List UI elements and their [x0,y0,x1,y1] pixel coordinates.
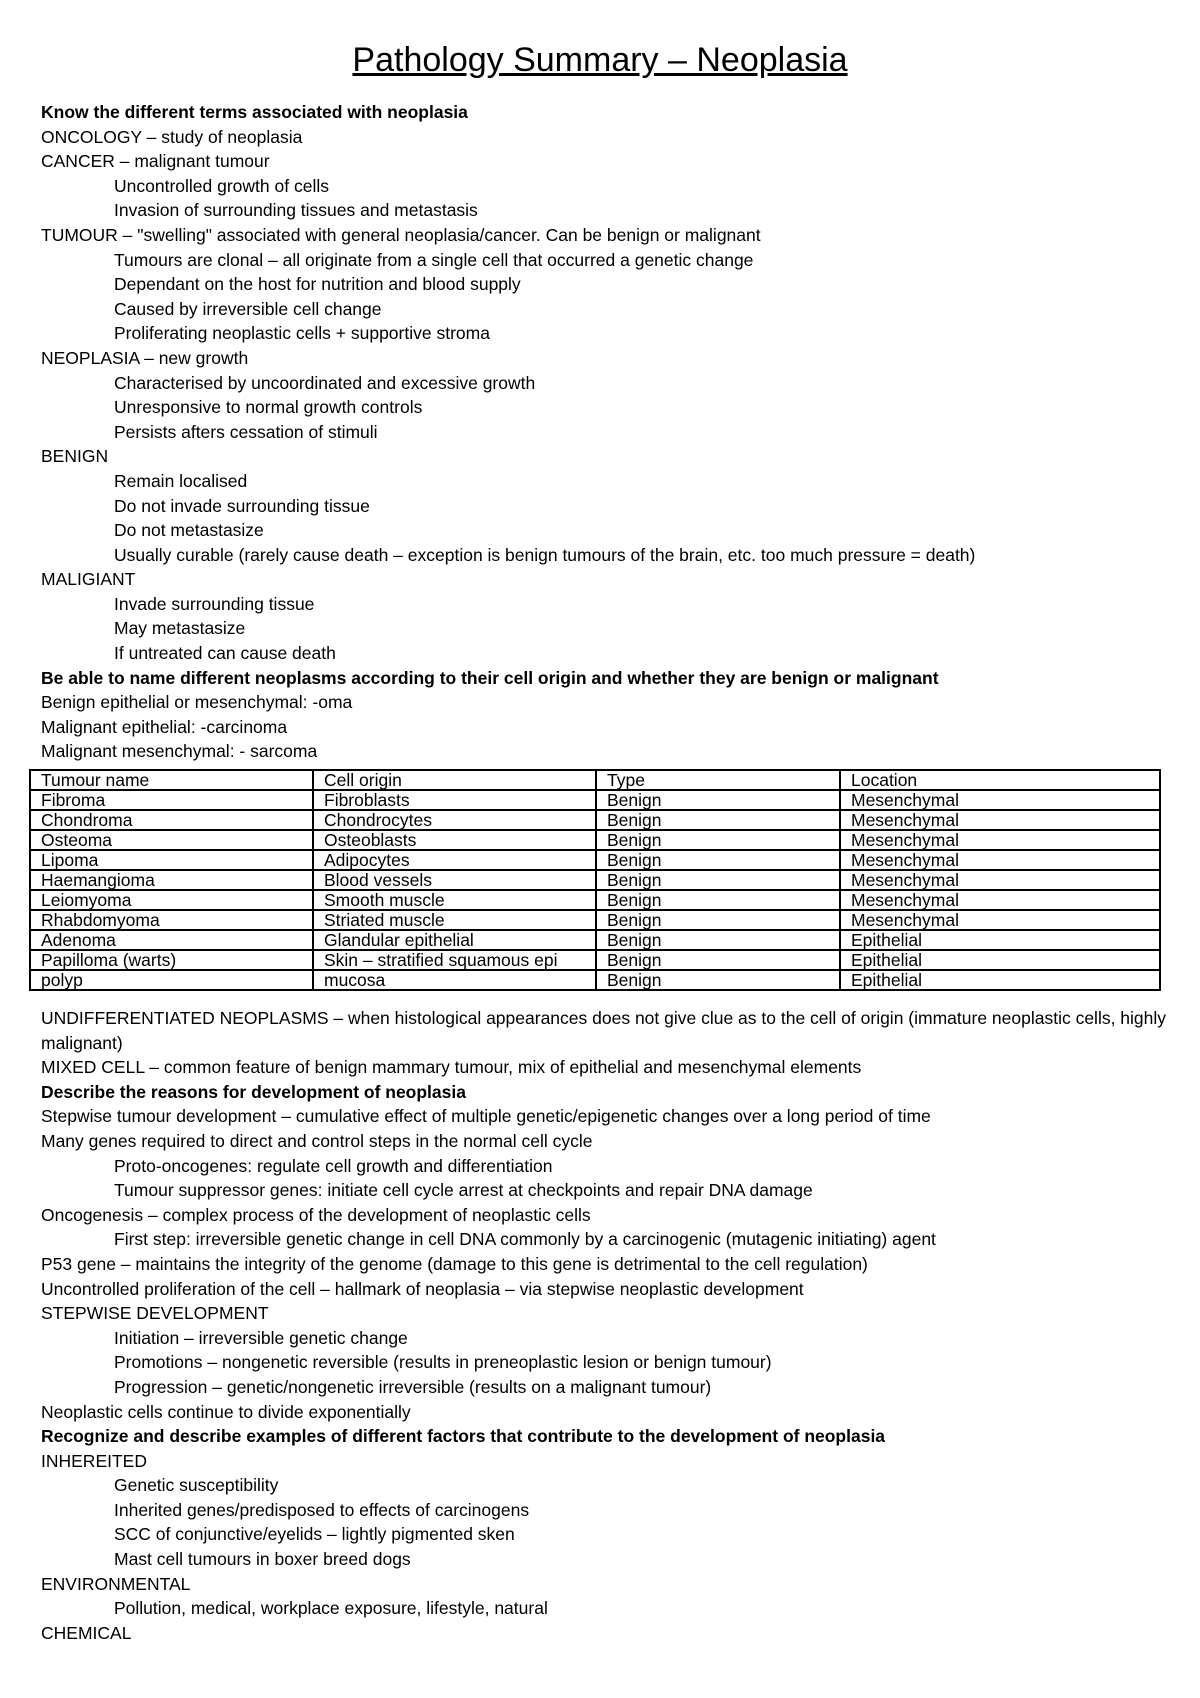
text-line: UNDIFFERENTIATED NEOPLASMS – when histological appearances does not give clue as to the cell of origin (immature neoplastic cells, highly malignant) [41,1008,1167,1053]
text-line: Malignant mesenchymal: - sarcoma [41,741,318,762]
table-cell: Benign [596,810,840,830]
indented-line: Proliferating neoplastic cells + supportive stroma [114,323,490,344]
text-line: Malignant epithelial: -carcinoma [41,716,288,737]
text-line: ENVIRONMENTAL [41,1573,191,1594]
table-cell: Mesenchymal [840,790,1160,810]
indented-line: Promotions – nongenetic reversible (results in preneoplastic lesion or benign tumour) [114,1352,772,1373]
table-row [30,890,1160,910]
indented-line: Caused by irreversible cell change [114,298,382,319]
indented-line: Remain localised [114,470,248,491]
text-line: Uncontrolled proliferation of the cell – hallmark of neoplasia – via stepwise neoplastic development [41,1278,804,1299]
indented-line: Do not invade surrounding tissue [114,495,370,516]
section-heading: Recognize and describe examples of different factors that contribute to the development of neoplasia [41,1426,886,1447]
table-cell: Mesenchymal [840,810,1160,830]
table-cell: Benign [596,910,840,930]
tumour-table [29,769,1161,991]
table-cell: Fibroblasts [313,790,596,810]
table-cell: Blood vessels [313,870,596,890]
table-cell: Benign [596,950,840,970]
text-line: NEOPLASIA – new growth [41,347,249,368]
table-header-cell: Tumour name [30,770,313,790]
table-row [30,870,1160,890]
table-row [30,910,1160,930]
text-line: CANCER – malignant tumour [41,151,270,172]
table-cell: Benign [596,930,840,950]
indented-line: May metastasize [114,618,246,639]
indented-line: Dependant on the host for nutrition and blood supply [114,274,521,295]
indented-line: Unresponsive to normal growth controls [114,397,423,418]
indented-line: Initiation – irreversible genetic change [114,1327,408,1348]
table-cell: Papilloma (warts) [30,950,313,970]
table-row [30,930,1160,950]
text-line: STEPWISE DEVELOPMENT [41,1303,269,1324]
table-cell: Mesenchymal [840,870,1160,890]
table-header-cell: Type [596,770,840,790]
indented-line: Progression – genetic/nongenetic irreversible (results on a malignant tumour) [114,1376,712,1397]
section-terms [41,100,1171,764]
table-header-cell: Cell origin [313,770,596,790]
text-line: INHEREITED [41,1450,147,1471]
indented-line: Mast cell tumours in boxer breed dogs [114,1549,411,1570]
indented-line: Usually curable (rarely cause death – exception is benign tumours of the brain, etc. too much pressure = death) [114,544,976,565]
indented-line: Invasion of surrounding tissues and metastasis [114,200,478,221]
table-cell: Adipocytes [313,850,596,870]
table-cell: Mesenchymal [840,830,1160,850]
table-cell: Benign [596,790,840,810]
indented-line: Uncontrolled growth of cells [114,175,329,196]
table-cell: Glandular epithelial [313,930,596,950]
section-heading: Describe the reasons for development of neoplasia [41,1081,466,1102]
table-cell: mucosa [313,970,596,990]
text-line: Stepwise tumour development – cumulative effect of multiple genetic/epigenetic changes over a long period of time [41,1106,931,1127]
indented-line: Inherited genes/predisposed to effects of carcinogens [114,1499,530,1520]
table-cell: Leiomyoma [30,890,313,910]
text-line: P53 gene – maintains the integrity of the genome (damage to this gene is detrimental to the cell regulation) [41,1253,868,1274]
table-cell: Mesenchymal [840,850,1160,870]
text-line: Many genes required to direct and control steps in the normal cell cycle [41,1130,593,1151]
table-cell: Mesenchymal [840,910,1160,930]
page-title: Pathology Summary – Neoplasia [352,41,848,79]
text-line: MIXED CELL – common feature of benign mammary tumour, mix of epithelial and mesenchymal elements [41,1057,862,1078]
indented-line: Tumours are clonal – all originate from a single cell that occurred a genetic change [114,249,754,270]
table-cell: Epithelial [840,930,1160,950]
table-cell: Mesenchymal [840,890,1160,910]
indented-line: Proto-oncogenes: regulate cell growth and differentiation [114,1155,553,1176]
table-cell: Benign [596,870,840,890]
table-cell: Benign [596,830,840,850]
table-cell: Epithelial [840,970,1160,990]
table-cell: Adenoma [30,930,313,950]
indented-line: Tumour suppressor genes: initiate cell cycle arrest at checkpoints and repair DNA damage [114,1180,813,1201]
section-heading: Know the different terms associated with neoplasia [41,102,468,122]
table-cell: Haemangioma [30,870,313,890]
table-row [30,830,1160,850]
text-line: CHEMICAL [41,1622,132,1643]
table-cell: Chondroma [30,810,313,830]
table-header-row [30,770,1160,790]
indented-line: Persists afters cessation of stimuli [114,421,378,442]
table-cell: Osteoma [30,830,313,850]
table-cell: Benign [596,890,840,910]
indented-line: Characterised by uncoordinated and excessive growth [114,372,536,393]
indented-line: Genetic susceptibility [114,1475,279,1496]
section-heading: Be able to name different neoplasms according to their cell origin and whether they are benign or malignant [41,667,939,688]
table-header-cell: Location [840,770,1160,790]
table-row [30,810,1160,830]
table-cell: Striated muscle [313,910,596,930]
table-cell: Osteoblasts [313,830,596,850]
table-cell: Chondrocytes [313,810,596,830]
text-line: TUMOUR – "swelling" associated with general neoplasia/cancer. Can be benign or malignant [41,224,761,245]
table-cell: Benign [596,970,840,990]
text-line: ONCOLOGY – study of neoplasia [41,126,303,147]
indented-line: SCC of conjunctive/eyelids – lightly pigmented sken [114,1524,515,1545]
indented-line: First step: irreversible genetic change in cell DNA commonly by a carcinogenic (mutagenic initiating) agent [114,1229,936,1250]
text-line: Benign epithelial or mesenchymal: -oma [41,692,353,713]
indented-line: If untreated can cause death [114,643,336,664]
section-development [41,1006,1171,1645]
indented-line: Do not metastasize [114,520,264,541]
text-line: Oncogenesis – complex process of the development of neoplastic cells [41,1204,591,1225]
table-row [30,850,1160,870]
indented-line: Pollution, medical, workplace exposure, lifestyle, natural [114,1598,548,1619]
table-cell: Benign [596,850,840,870]
table-cell: Epithelial [840,950,1160,970]
table-cell: Smooth muscle [313,890,596,910]
table-cell: Fibroma [30,790,313,810]
text-line: MALIGIANT [41,569,136,590]
indented-line: Invade surrounding tissue [114,593,315,614]
table-row [30,950,1160,970]
table-cell: Skin – stratified squamous epi [313,950,596,970]
table-cell: Lipoma [30,850,313,870]
table-cell: Rhabdomyoma [30,910,313,930]
text-line: Neoplastic cells continue to divide exponentially [41,1401,411,1422]
table-row [30,970,1160,990]
table-cell: polyp [30,970,313,990]
table-row [30,790,1160,810]
text-line: BENIGN [41,446,109,467]
